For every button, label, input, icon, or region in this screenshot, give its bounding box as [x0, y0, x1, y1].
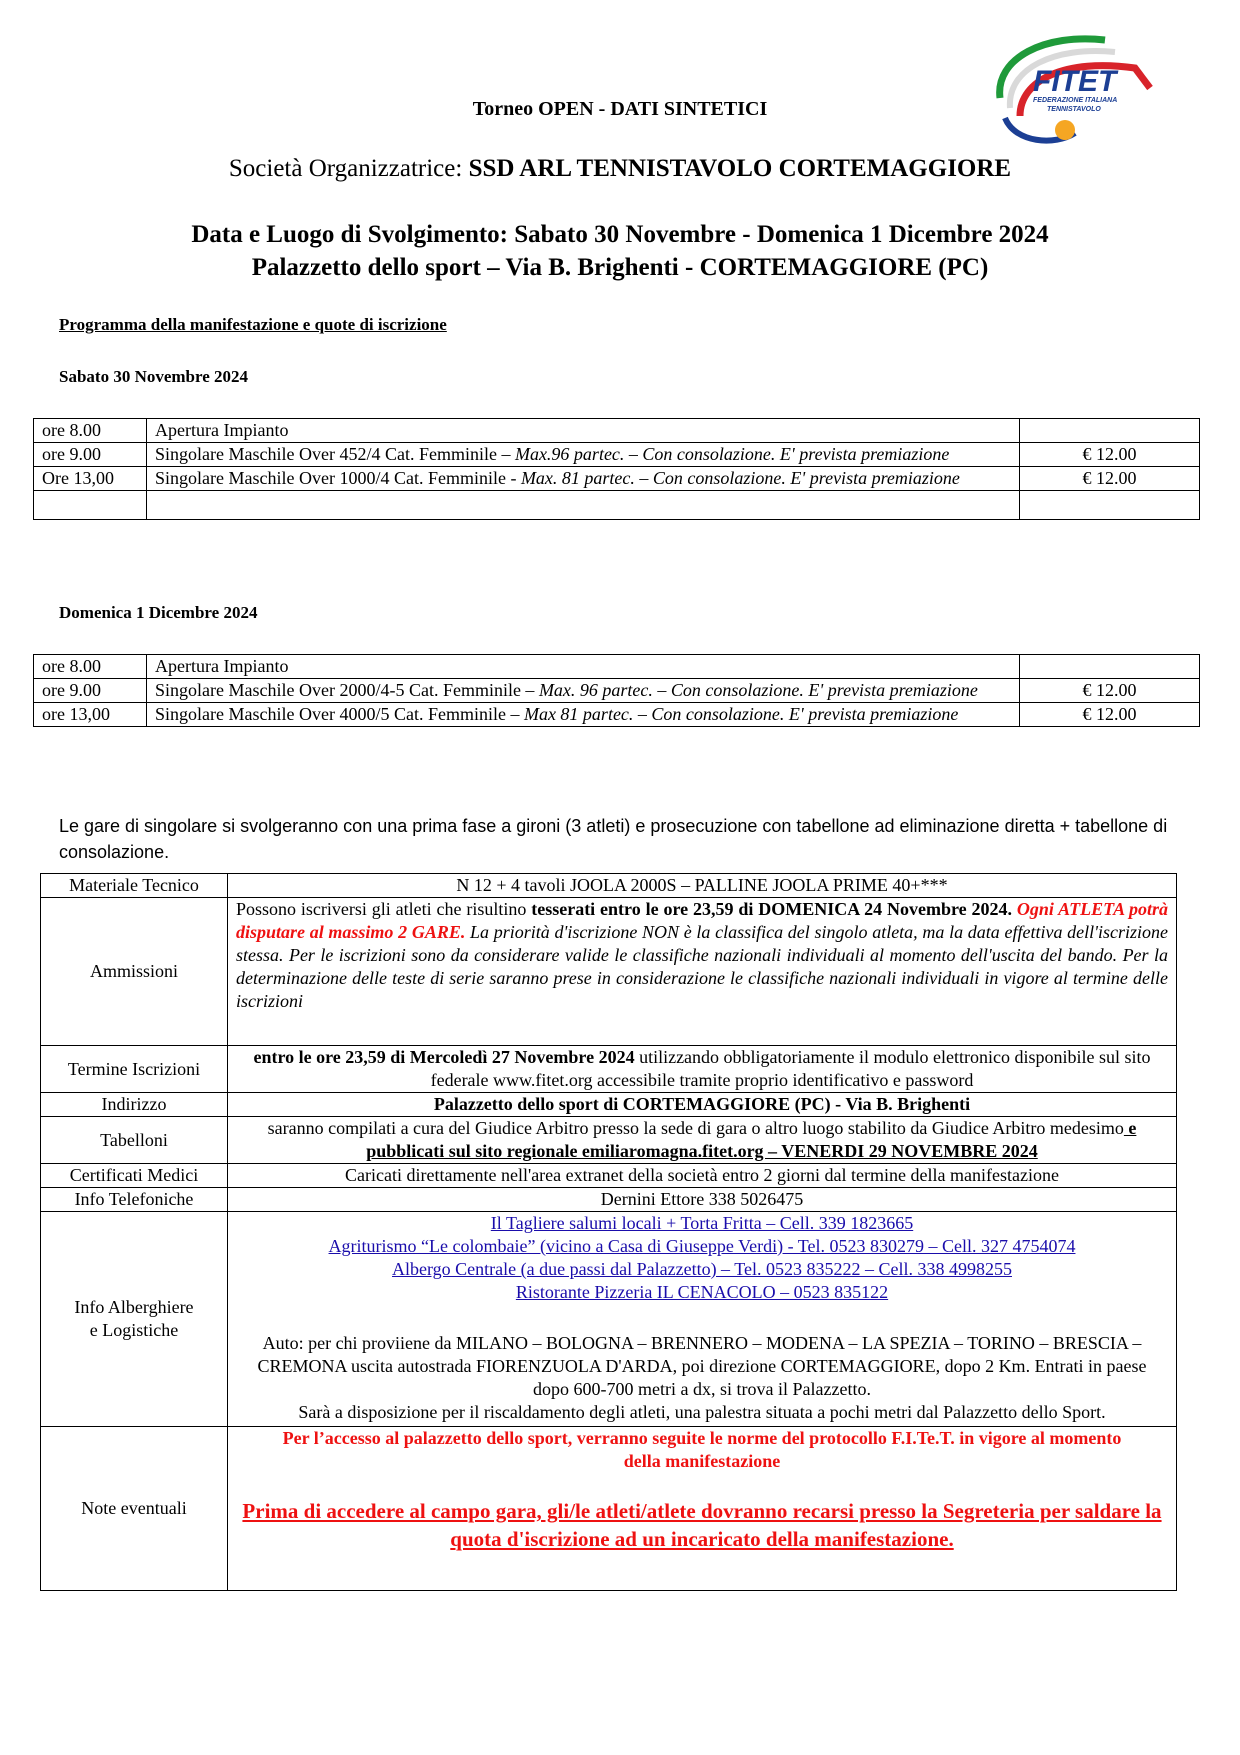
saturday-schedule-table	[33, 418, 1200, 520]
logo-brand: FITET	[1033, 65, 1117, 98]
label-termine: Termine Iscrizioni	[41, 1046, 228, 1093]
protocol-note: Per l’accesso al palazzetto dello sport, verranno seguite le norme del protocollo F.I.Te.T. in vigore al momento della manifestazione	[282, 1428, 1122, 1471]
time-cell: ore 8.00	[34, 419, 147, 443]
organizer-name: SSD ARL TENNISTAVOLO CORTEMAGGIORE	[468, 155, 1012, 182]
payment-note: Prima di accedere al campo gara, gli/le atleti/atlete dovranno recarsi presso la Segreteria per saldare la quota d'iscrizione ad un incaricato della manifestazione.	[242, 1499, 1162, 1551]
place-line: Palazzetto dello sport – Via B. Brighenti - CORTEMAGGIORE (PC)	[251, 254, 989, 281]
document-title: Torneo OPEN - DATI SINTETICI	[472, 98, 768, 120]
time-cell: Ore 13,00	[34, 467, 147, 491]
value-indirizzo: Palazzetto dello sport di CORTEMAGGIORE (PC) - Via B. Brighenti	[228, 1093, 1177, 1117]
label-certificati: Certificati Medici	[41, 1164, 228, 1188]
value-note	[228, 1427, 1177, 1591]
price-cell	[1020, 419, 1200, 443]
table-row	[34, 419, 1200, 443]
organizer-label: Società Organizzatrice:	[228, 155, 463, 182]
link-agriturismo[interactable]: Agriturismo “Le colombaie” (vicino a Casa di Giuseppe Verdi) - Tel. 0523 830279 – Cell. 327 4754074	[328, 1236, 1076, 1256]
table-row	[41, 1164, 1177, 1188]
price-cell	[1020, 491, 1200, 520]
table-row	[41, 1093, 1177, 1117]
logo-subtitle-2: TENNISTAVOLO	[1047, 106, 1101, 113]
link-ristorante[interactable]: Ristorante Pizzeria IL CENACOLO – 0523 835122	[515, 1282, 889, 1302]
price-cell	[1020, 655, 1200, 679]
link-albergo[interactable]: Albergo Centrale (a due passi dal Palazzetto) – Tel. 0523 835222 – Cell. 338 4998255	[392, 1259, 1012, 1279]
description-cell: Singolare Maschile Over 4000/5 Cat. Femminile – Max 81 partec. – Con consolazione. E' prevista premiazione	[147, 703, 1020, 727]
table-row	[41, 1427, 1177, 1591]
time-cell: ore 9.00	[34, 679, 147, 703]
price-cell: € 12.00	[1020, 443, 1200, 467]
saturday-heading: Sabato 30 Novembre 2024	[59, 367, 249, 386]
table-row	[34, 491, 1200, 520]
value-ammissioni: Possono iscriversi gli atleti che risultino tesserati entro le ore 23,59 di DOMENICA 24 Novembre 2024. Ogni ATLETA potrà disputare al massimo 2 GARE. La priorità d'iscrizione NON è la classifica del singolo atleta, ma la data effettiva dell'iscrizione stessa. Per le iscrizioni sono da considerare valide le classifiche nazionali individuali al momento dell'uscita del bando. Per la determinazione delle teste di serie saranno prese in considerazione le classifiche nazionali individuali in vigore al termine delle iscrizioni	[228, 898, 1177, 1046]
table-row	[34, 443, 1200, 467]
time-cell: ore 13,00	[34, 703, 147, 727]
table-row	[41, 1046, 1177, 1093]
program-heading: Programma della manifestazione e quote di iscrizione	[59, 315, 447, 334]
description-cell	[147, 491, 1020, 520]
table-row	[41, 1212, 1177, 1427]
price-cell: € 12.00	[1020, 679, 1200, 703]
value-materiale: N 12 + 4 tavoli JOOLA 2000S – PALLINE JOOLA PRIME 40+***	[228, 874, 1177, 898]
sunday-schedule-table	[33, 654, 1200, 727]
value-termine: entro le ore 23,59 di Mercoledì 27 Novembre 2024 utilizzando obbligatoriamente il modulo elettronico disponibile sul sito federale www.fitet.org accessibile tramite proprio identificativo e password	[228, 1046, 1177, 1093]
value-alberghiere	[228, 1212, 1177, 1427]
price-cell: € 12.00	[1020, 467, 1200, 491]
table-row	[34, 703, 1200, 727]
description-cell: Singolare Maschile Over 452/4 Cat. Femminile – Max.96 partec. – Con consolazione. E' prevista premiazione	[147, 443, 1020, 467]
label-tabelloni: Tabelloni	[41, 1117, 228, 1164]
time-cell	[34, 491, 147, 520]
table-row	[41, 1188, 1177, 1212]
time-cell: ore 9.00	[34, 443, 147, 467]
description-cell: Singolare Maschile Over 2000/4-5 Cat. Femminile – Max. 96 partec. – Con consolazione. E' prevista premiazione	[147, 679, 1020, 703]
info-table	[40, 873, 1177, 1591]
sunday-heading: Domenica 1 Dicembre 2024	[59, 603, 258, 622]
label-ammissioni: Ammissioni	[41, 898, 228, 1046]
date-line: Data e Luogo di Svolgimento: Sabato 30 Novembre - Domenica 1 Dicembre 2024	[191, 221, 1049, 248]
table-row	[34, 655, 1200, 679]
table-row	[34, 679, 1200, 703]
table-row	[34, 467, 1200, 491]
gym-text: Sarà a disposizione per il riscaldamento degli atleti, una palestra situata a pochi metri dal Palazzetto dello Sport.	[298, 1402, 1106, 1422]
table-row	[41, 874, 1177, 898]
table-row	[41, 1117, 1177, 1164]
label-indirizzo: Indirizzo	[41, 1093, 228, 1117]
time-cell: ore 8.00	[34, 655, 147, 679]
fitet-logo	[985, 28, 1165, 146]
logo-subtitle-1: FEDERAZIONE ITALIANA	[1033, 97, 1118, 104]
value-certificati: Caricati direttamente nell'area extranet della società entro 2 giorni dal termine della manifestazione	[228, 1164, 1177, 1188]
link-tagliere[interactable]: Il Tagliere salumi locali + Torta Fritta – Cell. 339 1823665	[490, 1213, 914, 1233]
table-row	[41, 898, 1177, 1046]
date-place	[0, 218, 1240, 284]
description-cell: Apertura Impianto	[147, 655, 1020, 679]
description-cell: Singolare Maschile Over 1000/4 Cat. Femminile - Max. 81 partec. – Con consolazione. E' prevista premiazione	[147, 467, 1020, 491]
directions-text: Auto: per chi proviiene da MILANO – BOLOGNA – BRENNERO – MODENA – LA SPEZIA – TORINO – BRESCIA – CREMONA uscita autostrada FIORENZUOLA D'ARDA, poi direzione CORTEMAGGIORE, dopo 2 Km. Entrati in paese dopo 600-700 metri a dx, si trova il Palazzetto.	[257, 1333, 1147, 1399]
label-telefoniche: Info Telefoniche	[41, 1188, 228, 1212]
label-note: Note eventuali	[41, 1427, 228, 1591]
price-cell: € 12.00	[1020, 703, 1200, 727]
label-materiale: Materiale Tecnico	[41, 874, 228, 898]
organizer-line	[0, 155, 1240, 183]
format-note: Le gare di singolare si svolgeranno con una prima fase a gironi (3 atleti) e prosecuzione con tabellone ad eliminazione diretta + tabellone di consolazione.	[59, 816, 1168, 862]
value-tabelloni: saranno compilati a cura del Giudice Arbitro presso la sede di gara o altro luogo stabilito da Giudice Arbitro medesimo e pubblicati sul sito regionale emiliaromagna.fitet.org – VENERDI 29 NOVEMBRE 2024	[228, 1117, 1177, 1164]
label-alberghiere: Info Alberghiere e Logistiche	[41, 1212, 228, 1427]
value-telefoniche: Dernini Ettore 338 5026475	[228, 1188, 1177, 1212]
description-cell: Apertura Impianto	[147, 419, 1020, 443]
